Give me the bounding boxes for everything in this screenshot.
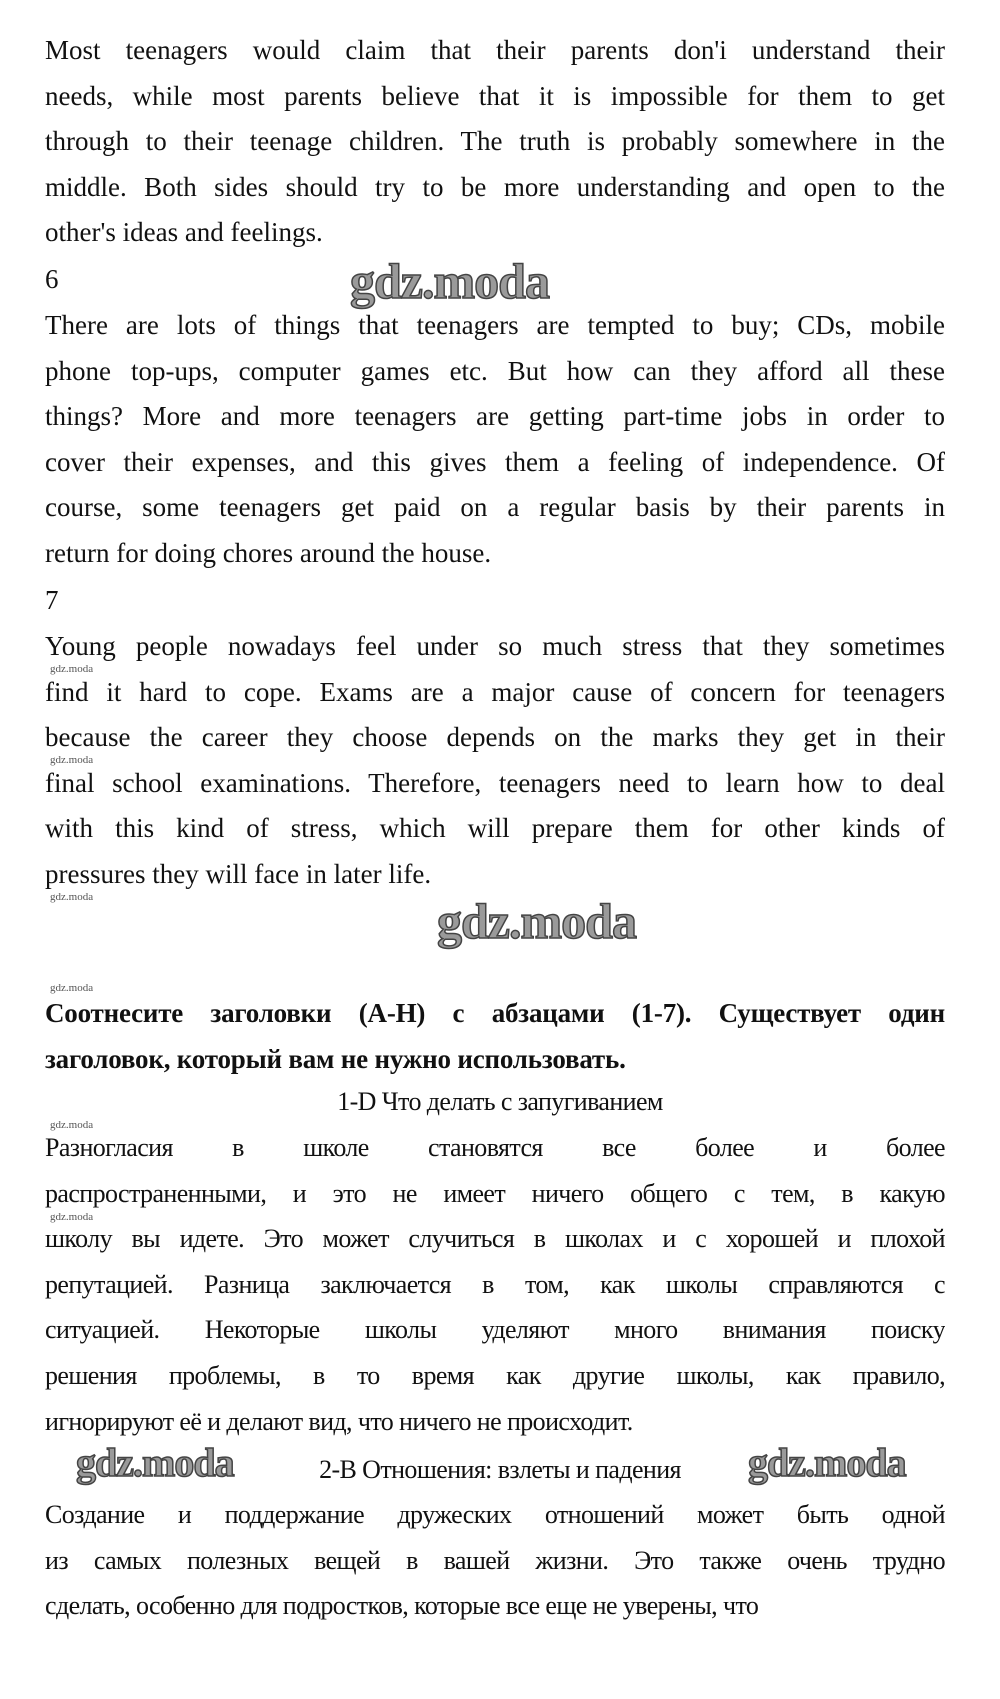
task-line: заголовок, который вам не нужно использовать.: [45, 1043, 626, 1074]
r1-line: Разногласия в школе становятся все более и более: [45, 1133, 945, 1162]
p6-line: return for doing chores around the house.: [45, 538, 492, 568]
heading-1: 1-D Что делать с запугиванием: [337, 1087, 663, 1116]
watermark: gdz.moda: [50, 754, 94, 766]
r1-line: школу вы идете. Это может случиться в школах и с хорошей и плохой: [45, 1224, 945, 1254]
p5-line: other's ideas and feelings.: [45, 217, 323, 248]
p5-line: Most teenagers would claim that their parents don'i understand their: [45, 35, 945, 65]
task-line: Соотнесите заголовки (A-H) с абзацами (1-7). Существует один: [45, 998, 945, 1028]
r2-line: Создание и поддержание дружеских отношений может быть одной: [45, 1500, 945, 1529]
p6-line: cover their expenses, and this gives them a feeling of independence. Of: [45, 446, 945, 477]
r2-line: из самых полезных вещей в вашей жизни. Это также очень трудно: [45, 1545, 945, 1575]
p7-line: find it hard to cope. Exams are a major cause of concern for teenagers: [45, 676, 945, 707]
p7-line: pressures they will face in later life.: [45, 859, 432, 889]
p5-line: through to their teenage children. The truth is probably somewhere in the: [45, 126, 945, 157]
r1-line: распространенными, и это не имеет ничего общего с тем, в какую: [45, 1178, 945, 1208]
p5-line: middle. Both sides should try to be more understanding and open to the: [45, 171, 945, 202]
p7-line: with this kind of stress, which will prepare them for other kinds of: [45, 813, 945, 844]
watermark: gdz.moda: [437, 893, 636, 949]
p7-line: Young people nowadays feel under so much stress that they sometimes: [45, 631, 945, 661]
watermark: gdz.moda: [350, 253, 549, 309]
p5-line: needs, while most parents believe that it is impossible for them to get: [45, 80, 945, 111]
watermark: gdz.moda: [50, 1119, 94, 1131]
watermark: gdz.moda: [50, 891, 94, 903]
p7-line: because the career they choose depends on the marks they get in their: [45, 722, 945, 753]
p6-line: course, some teenagers get paid on a regular basis by their parents in: [45, 492, 945, 523]
heading-2: 2-B Отношения: взлеты и падения: [319, 1455, 681, 1484]
watermark: gdz.moda: [50, 982, 94, 994]
paragraph-number: 7: [45, 585, 59, 615]
watermark: gdz.moda: [76, 1440, 234, 1485]
p6-line: things? More and more teenagers are getting part-time jobs in order to: [45, 401, 945, 432]
p7-line: final school examinations. Therefore, teenagers need to learn how to deal: [45, 767, 945, 798]
r1-line: ситуацией. Некоторые школы уделяют много внимания поиску: [45, 1315, 945, 1345]
watermark: gdz.moda: [50, 663, 94, 675]
r1-line: репутацией. Разница заключается в том, как школы справляются с: [45, 1269, 945, 1299]
p6-line: There are lots of things that teenagers are tempted to buy; CDs, mobile: [45, 310, 945, 340]
paragraph-number: 6: [45, 264, 59, 294]
watermark: gdz.moda: [50, 1211, 94, 1223]
watermark: gdz.moda: [748, 1440, 906, 1485]
r1-line: игнорируют её и делают вид, что ничего не происходит.: [45, 1406, 633, 1436]
r1-line: решения проблемы, в то время как другие школы, как правило,: [45, 1361, 945, 1390]
r2-line: сделать, особенно для подростков, которые все еще не уверены, что: [45, 1591, 759, 1621]
p6-line: phone top-ups, computer games etc. But how can they afford all these: [45, 355, 945, 386]
